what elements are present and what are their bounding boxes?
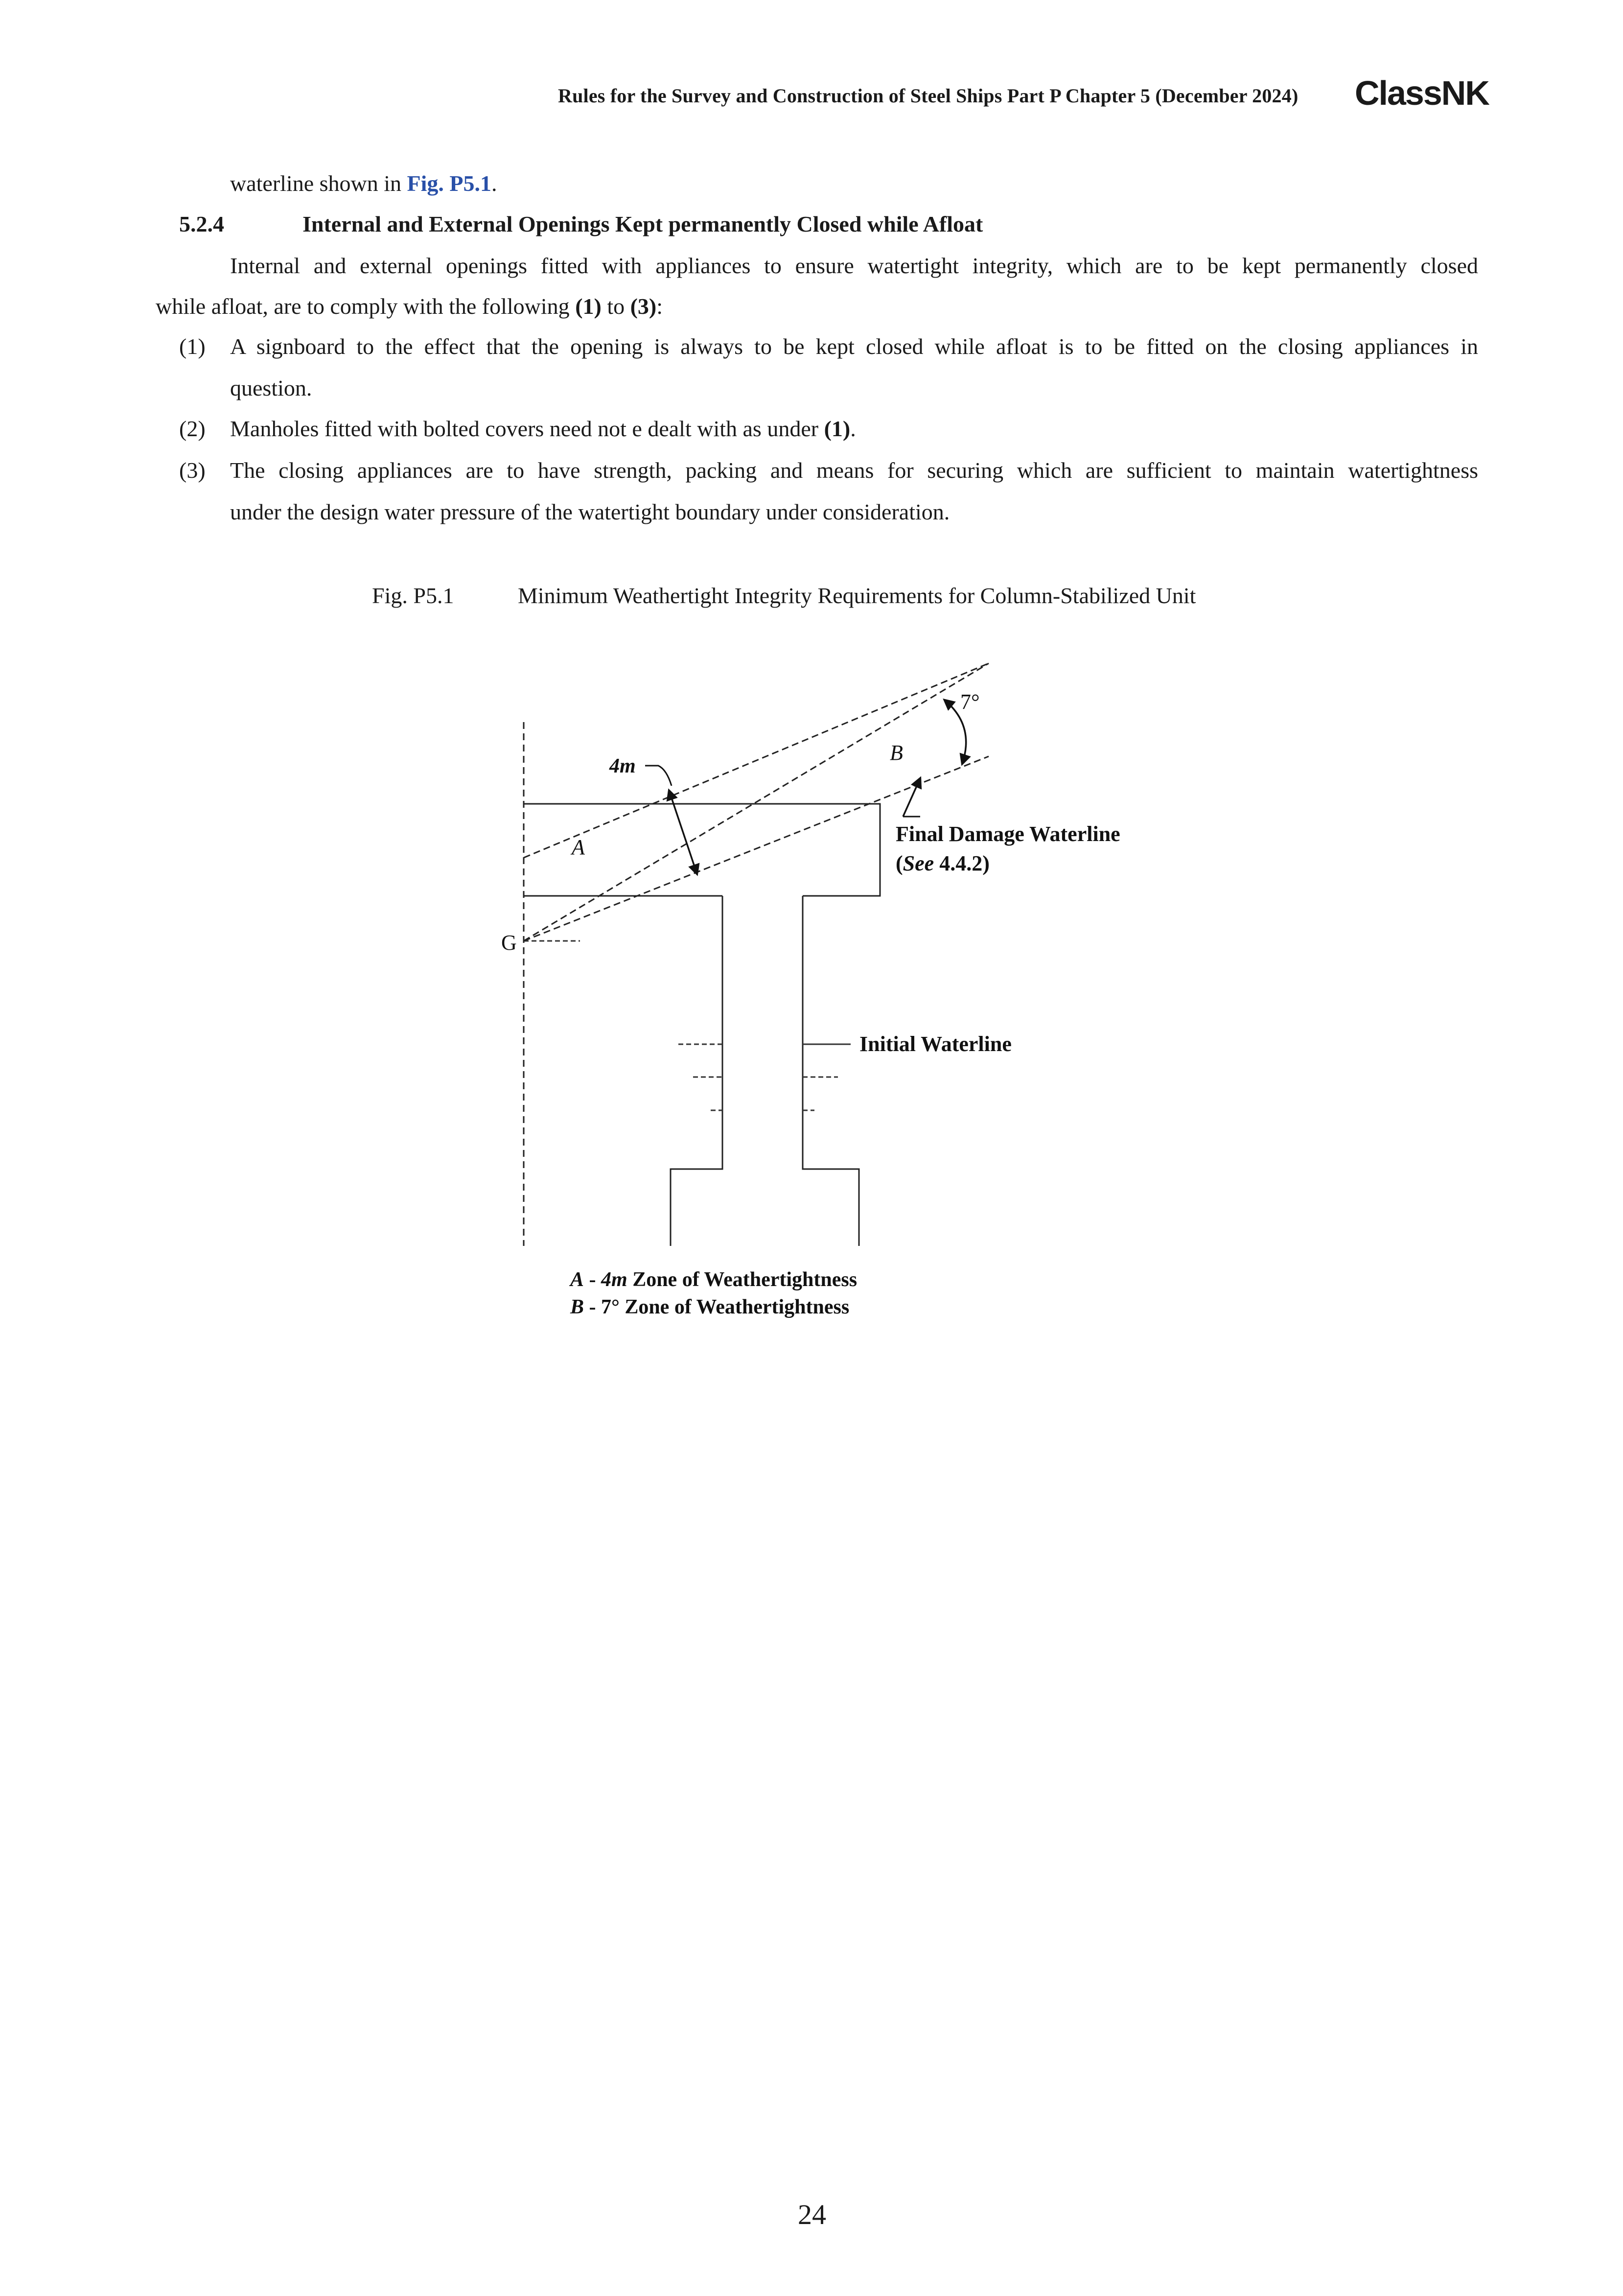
zone-a-label: A — [572, 835, 585, 859]
item-2-text: Manholes fitted with bolted covers need not e dealt with as under — [230, 416, 824, 441]
section-title: Internal and External Openings Kept permanently Closed while Afloat — [302, 211, 983, 236]
initial-waterline-label: Initial Waterline — [859, 1032, 1012, 1056]
legend-b-dim: 7° — [601, 1296, 620, 1318]
running-header: Rules for the Survey and Construction of Steel Ships Part P Chapter 5 (December 2024) — [558, 85, 1298, 107]
final-waterline-label: Final Damage Waterline — [896, 822, 1120, 846]
figure-label: Fig. P5.1 — [372, 583, 454, 608]
para-text-a: while afloat, are to comply with the following — [156, 294, 576, 319]
item-3-line-1: The closing appliances are to have strength, packing and means for securing which are sufficient to maintain watertightness — [230, 458, 1478, 483]
final-damage-waterline — [524, 756, 989, 941]
item-1-line-2: question. — [230, 375, 312, 400]
item-2-ref: (1) — [824, 416, 851, 441]
para-text-b: to — [601, 294, 630, 319]
para-text-c: : — [656, 294, 663, 319]
4m-label: 4m — [609, 755, 636, 777]
item-2-number: (2) — [179, 416, 206, 441]
intro-suffix: . — [491, 171, 497, 196]
zone-b-upper-line — [524, 663, 989, 941]
legend-a-text: Zone of Weathertightness — [627, 1268, 858, 1291]
legend-b-text: Zone of Weathertightness — [619, 1296, 850, 1318]
see-text: See — [903, 851, 934, 875]
item-2-suffix: . — [850, 416, 856, 441]
column-right-wall — [803, 896, 859, 1246]
para-ref-1: (1) — [575, 294, 602, 319]
angle-label: 7° — [960, 690, 980, 714]
item-1-line-1: A signboard to the effect that the opening is always to be kept closed while afloat is to be fitted on the closing appliances in — [230, 334, 1478, 359]
intro-text: waterline shown in — [230, 171, 407, 196]
zone-b-label: B — [890, 741, 903, 765]
section-number: 5.2.4 — [179, 211, 224, 236]
item-1-number: (1) — [179, 334, 206, 359]
page-number: 24 — [798, 2199, 826, 2230]
para-ref-3: (3) — [630, 294, 657, 319]
final-waterline-pointer — [903, 778, 920, 817]
legend-b-key: B — [570, 1296, 584, 1318]
4m-leader — [645, 766, 672, 786]
legend-b: B - 7° Zone of Weathertightness — [570, 1296, 850, 1318]
item-3-line-2: under the design water pressure of the watertight boundary under consideration. — [230, 499, 950, 524]
para-line-1: Internal and external openings fitted with appliances to ensure watertight integrity, which are to be kept permanently closed — [230, 253, 1478, 278]
point-g-label: G — [501, 931, 517, 955]
legend-a-dim: 4m — [601, 1268, 627, 1291]
column-left-wall — [671, 896, 722, 1246]
fig-ref-link[interactable]: Fig. P5.1 — [407, 171, 492, 196]
see-ref: 4.4.2 — [939, 851, 983, 875]
final-waterline-ref: (See 4.4.2) — [896, 851, 990, 875]
legend-a: A - 4m Zone of Weathertightness — [569, 1268, 857, 1291]
figure-title: Minimum Weathertight Integrity Requirements for Column-Stabilized Unit — [518, 583, 1196, 608]
legend-a-key: A — [570, 1268, 584, 1291]
item-3-number: (3) — [179, 458, 206, 483]
classnk-logo: ClassNK — [1355, 74, 1489, 112]
